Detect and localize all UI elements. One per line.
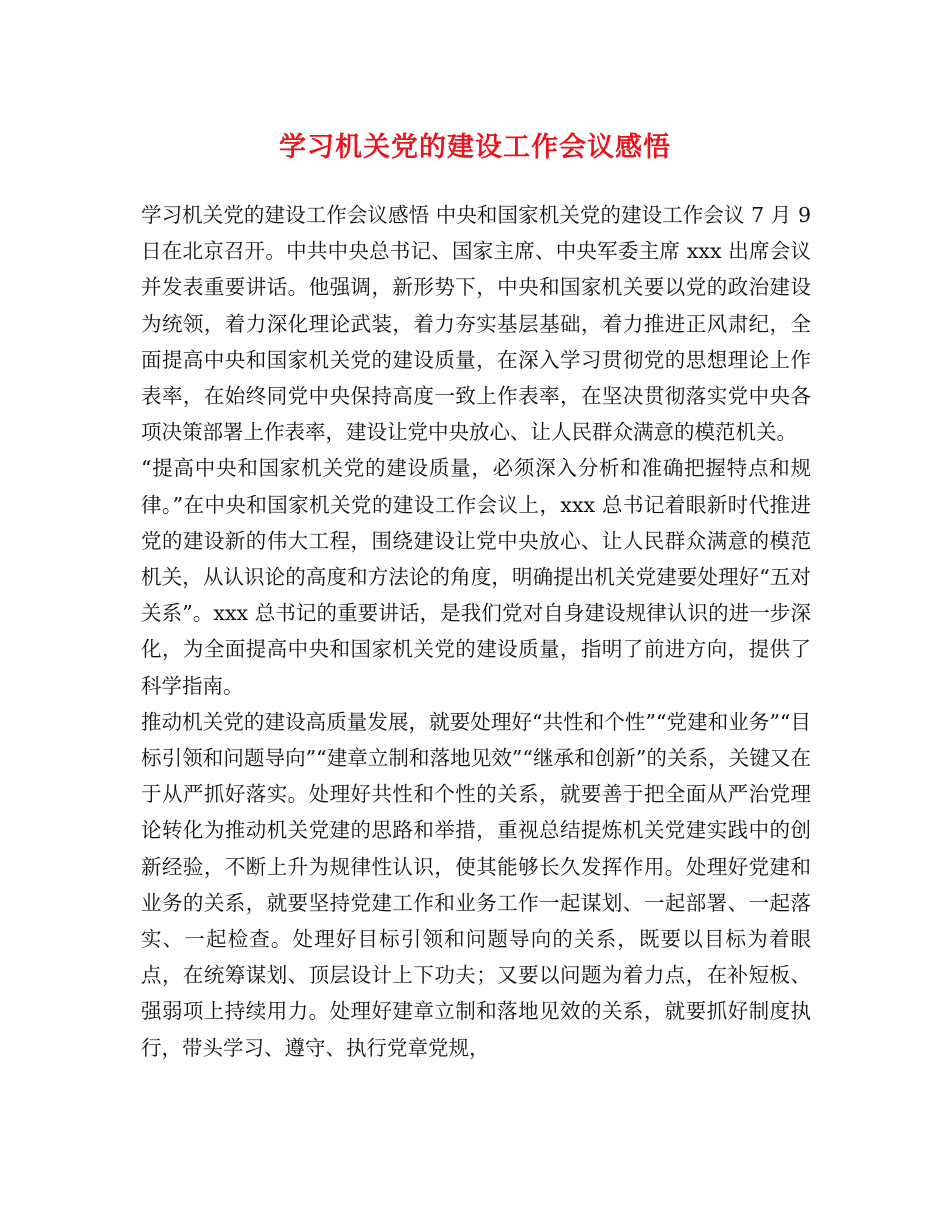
paragraph-1: 学习机关党的建设工作会议感悟 中央和国家机关党的建设工作会议 7 月 9 日在北京召开。中共中央总书记、国家主席、中央军委主席 xxx 出席会议并发表重要讲话。他强调，新形势下，中央和国家机关要以党的政治建设为统领，着力深化理论武装，着力夯实基层基础，着力推进正风肃纪，全面提高中央和国家机关党的建设质量，在深入学习贯彻党的思想理论上作表率，在始终同党中央保持高度一致上作表率，在坚决贯彻落实党中央各项决策部署上作表率，建设让党中央放心、让人民群众满意的模范机关。: [141, 203, 811, 445]
paragraph-2: “提高中央和国家机关党的建设质量，必须深入分析和准确把握特点和规律。”在中央和国家机关党的建设工作会议上，xxx 总书记着眼新时代推进党的建设新的伟大工程，围绕建设让党中央放心、让人民群众满意的模范机关，从认识论的高度和方法论的角度，明确提出机关党建要处理好“五对关系”。xxx 总书记的重要讲话，是我们党对自身建设规律认识的进一步深化，为全面提高中央和国家机关党的建设质量，指明了前进方向，提供了科学指南。: [141, 456, 811, 698]
document-body: [141, 197, 811, 1066]
document-title: 学习机关党的建设工作会议感悟: [279, 132, 671, 163]
paragraph-3: 推动机关党的建设高质量发展，就要处理好“共性和个性”“党建和业务”“目标引领和问题导向”“建章立制和落地见效”“继承和创新”的关系，关键又在于从严抓好落实。处理好共性和个性的关系，就要善于把全面从严治党理论转化为推动机关党建的思路和举措，重视总结提炼机关党建实践中的创新经验，不断上升为规律性认识，使其能够长久发挥作用。处理好党建和业务的关系，就要坚持党建工作和业务工作一起谋划、一起部署、一起落实、一起检查。处理好目标引领和问题导向的关系，既要以目标为着眼点，在统筹谋划、顶层设计上下功夫；又要以问题为着力点，在补短板、强弱项上持续用力。处理好建章立制和落地见效的关系，就要抓好制度执行，带头学习、遵守、执行党章党规，: [141, 709, 811, 1060]
